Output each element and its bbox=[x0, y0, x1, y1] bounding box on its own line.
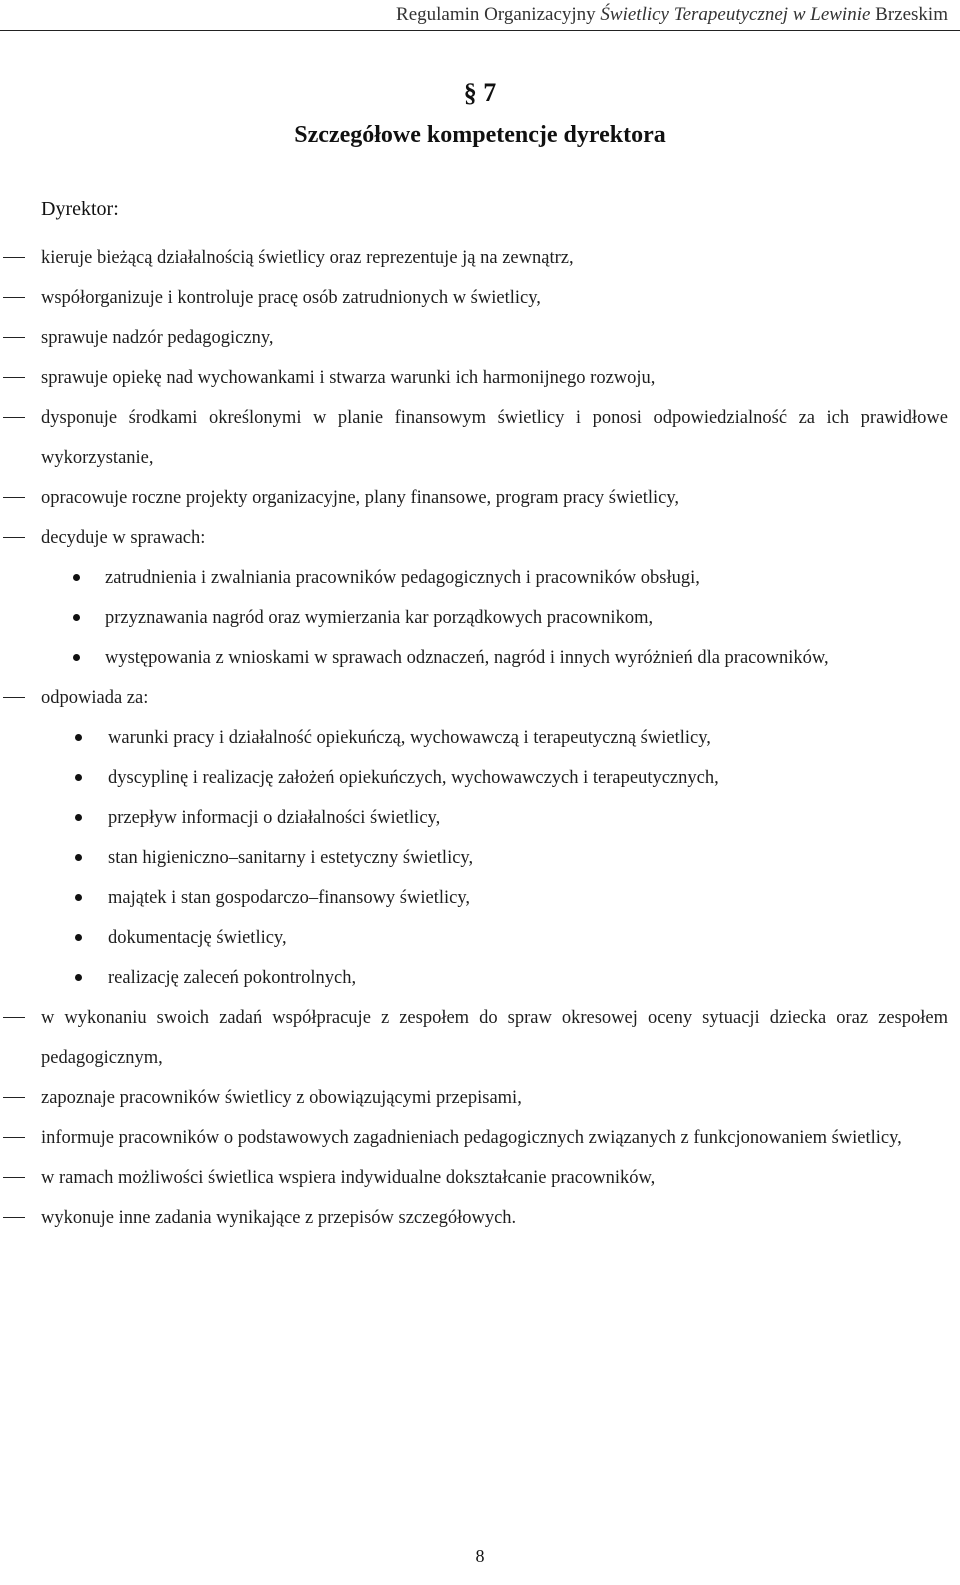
sub-list-item bbox=[0, 958, 960, 998]
list-item bbox=[0, 1158, 960, 1198]
dash-marker bbox=[3, 1097, 25, 1098]
sub-list-item-text: przyznawania nagród oraz wymierzania kar porządkowych pracownikom, bbox=[105, 608, 654, 628]
bullet-marker bbox=[75, 854, 82, 861]
list-item bbox=[0, 998, 960, 1078]
list-item bbox=[0, 1078, 960, 1118]
dash-marker bbox=[3, 1177, 25, 1178]
bullet-marker bbox=[75, 774, 82, 781]
running-header-part2: Brzeskim bbox=[870, 4, 948, 25]
sub-list-item-text: warunki pracy i działalność opiekuńczą, wychowawczą i terapeutyczną świetlicy, bbox=[108, 728, 711, 748]
sub-list-item-text: stan higieniczno–sanitarny i estetyczny świetlicy, bbox=[108, 848, 474, 868]
sub-list-item-text: dyscyplinę i realizację założeń opiekuńczych, wychowawczych i terapeutycznych, bbox=[108, 768, 719, 788]
bullet-marker bbox=[75, 974, 82, 981]
dash-marker bbox=[3, 417, 25, 418]
list-item-text: sprawuje nadzór pedagogiczny, bbox=[41, 328, 274, 348]
list-item bbox=[0, 678, 960, 718]
dash-marker bbox=[3, 1137, 25, 1138]
bullet-marker bbox=[75, 734, 82, 741]
list-item-text: sprawuje opiekę nad wychowankami i stwarza warunki ich harmonijnego rozwoju, bbox=[41, 368, 656, 388]
header-divider bbox=[0, 30, 960, 31]
sub-list-item-text: zatrudnienia i zwalniania pracowników pedagogicznych i pracowników obsługi, bbox=[105, 568, 700, 588]
list-item bbox=[0, 1118, 960, 1158]
running-header-part1: Regulamin Organizacyjny bbox=[396, 4, 601, 25]
bullet-marker bbox=[75, 934, 82, 941]
dash-marker bbox=[3, 1017, 25, 1018]
competence-list bbox=[0, 238, 960, 1238]
list-item bbox=[0, 238, 960, 278]
list-item bbox=[0, 478, 960, 518]
sub-list-item bbox=[0, 718, 960, 758]
sub-list-item bbox=[0, 878, 960, 918]
sub-list-item-text: przepływ informacji o działalności świetlicy, bbox=[108, 808, 441, 828]
sub-list-item-text: majątek i stan gospodarczo–finansowy świetlicy, bbox=[108, 888, 471, 908]
list-item bbox=[0, 358, 960, 398]
section-title: Szczegółowe kompetencje dyrektora bbox=[294, 122, 666, 148]
list-item-text: w wykonaniu swoich zadań współpracuje z zespołem do spraw okresowej oceny sytuacji dziecka oraz zespołem pedagogicznym, bbox=[41, 1008, 948, 1068]
sub-list-item bbox=[0, 598, 960, 638]
sub-list-item bbox=[0, 758, 960, 798]
list-item-text: zapoznaje pracowników świetlicy z obowiązującymi przepisami, bbox=[41, 1088, 522, 1108]
dash-marker bbox=[3, 337, 25, 338]
bullet-marker bbox=[73, 574, 80, 581]
sub-list-item bbox=[0, 838, 960, 878]
sub-list-item-text: realizację zaleceń pokontrolnych, bbox=[108, 968, 357, 988]
bullet-marker bbox=[73, 614, 80, 621]
section-number: § 7 bbox=[463, 78, 497, 107]
page-number: 8 bbox=[475, 1546, 485, 1566]
list-item-text: dysponuje środkami określonymi w planie finansowym świetlicy i ponosi odpowiedzialność za ich prawidłowe wykorzystanie, bbox=[41, 408, 948, 468]
list-item-text: wykonuje inne zadania wynikające z przepisów szczegółowych. bbox=[41, 1208, 517, 1228]
sub-list-item bbox=[0, 798, 960, 838]
list-item bbox=[0, 398, 960, 478]
list-item-text: w ramach możliwości świetlica wspiera indywidualne dokształcanie pracowników, bbox=[41, 1168, 656, 1188]
dash-marker bbox=[3, 297, 25, 298]
sub-list-item bbox=[0, 918, 960, 958]
sub-list-item bbox=[0, 638, 960, 678]
running-header-italic: Świetlicy Terapeutycznej w Lewinie bbox=[600, 4, 871, 25]
bullet-marker bbox=[75, 814, 82, 821]
list-item bbox=[0, 278, 960, 318]
list-item-text: kieruje bieżącą działalnością świetlicy oraz reprezentuje ją na zewnątrz, bbox=[41, 248, 574, 268]
list-item-text: informuje pracowników o podstawowych zagadnieniach pedagogicznych związanych z funkcjonowaniem świetlicy, bbox=[41, 1128, 902, 1148]
list-item-text: odpowiada za: bbox=[41, 688, 149, 708]
role-label: Dyrektor: bbox=[41, 198, 119, 220]
list-item bbox=[0, 1198, 960, 1238]
dash-marker bbox=[3, 537, 25, 538]
running-header bbox=[396, 4, 948, 26]
dash-marker bbox=[3, 257, 25, 258]
sub-list-item-text: występowania z wnioskami w sprawach odznaczeń, nagród i innych wyróżnień dla pracowników, bbox=[105, 648, 829, 668]
list-item-text: współorganizuje i kontroluje pracę osób zatrudnionych w świetlicy, bbox=[41, 288, 541, 308]
bullet-marker bbox=[73, 654, 80, 661]
sub-list-item bbox=[0, 558, 960, 598]
dash-marker bbox=[3, 697, 25, 698]
dash-marker bbox=[3, 497, 25, 498]
list-item-text: decyduje w sprawach: bbox=[41, 528, 206, 548]
bullet-marker bbox=[75, 894, 82, 901]
list-item-text: opracowuje roczne projekty organizacyjne, plany finansowe, program pracy świetlicy, bbox=[41, 488, 680, 508]
dash-marker bbox=[3, 1217, 25, 1218]
list-item bbox=[0, 318, 960, 358]
dash-marker bbox=[3, 377, 25, 378]
sub-list-item-text: dokumentację świetlicy, bbox=[108, 928, 287, 948]
list-item bbox=[0, 518, 960, 558]
